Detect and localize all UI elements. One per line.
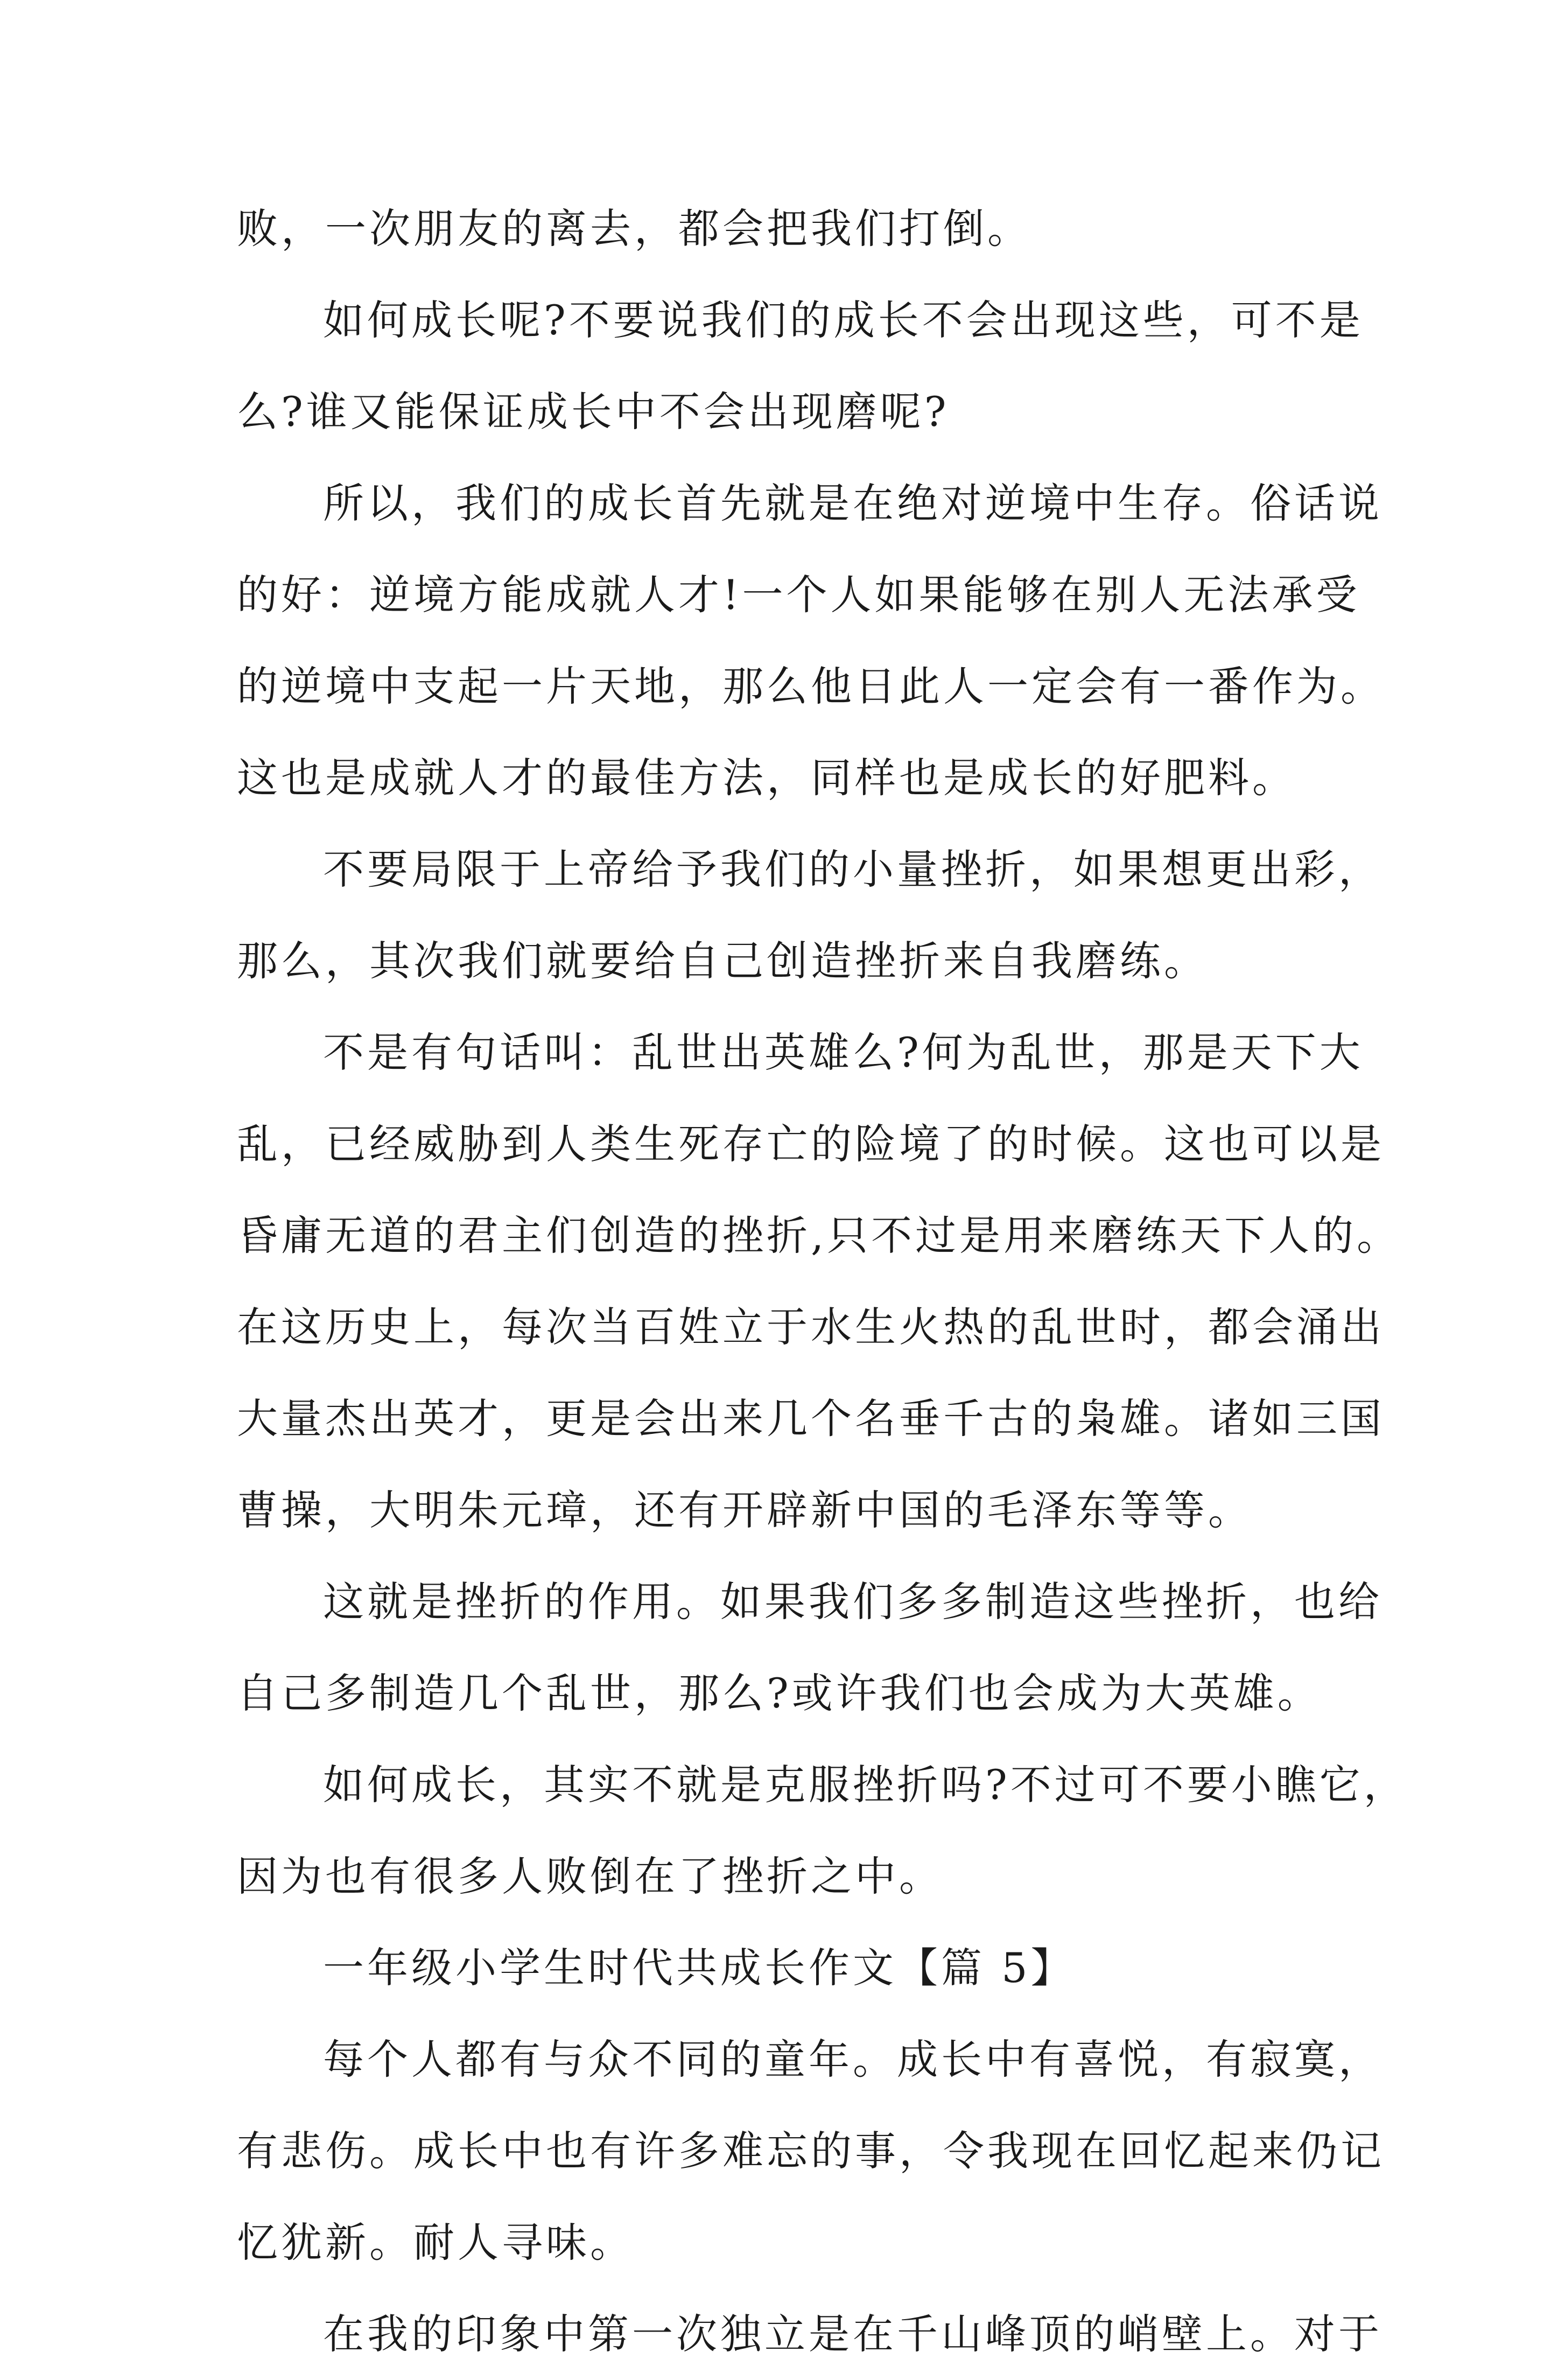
text-line: 不要局限于上帝给予我们的小量挫折，如果想更出彩， bbox=[323, 845, 1382, 893]
text-line: 昏庸无道的君主们创造的挫折,只不过是用来磨练天下人的。 bbox=[237, 1212, 1401, 1259]
text-line: 这就是挫折的作用。如果我们多多制造这些挫折，也给 bbox=[323, 1578, 1382, 1626]
text-line: 忆犹新。耐人寻味。 bbox=[237, 2218, 634, 2266]
text-line: 败，一次朋友的离去，都会把我们打倒。 bbox=[237, 205, 1031, 253]
text-line: 有悲伤。成长中也有许多难忘的事，令我现在回忆起来仍记 bbox=[237, 2127, 1385, 2175]
text-line: 那么，其次我们就要给自己创造挫折来自我磨练。 bbox=[237, 937, 1208, 985]
text-line: 如何成长，其实不就是克服挫折吗?不过可不要小瞧它， bbox=[323, 1761, 1408, 1809]
text-line: 因为也有很多人败倒在了挫折之中。 bbox=[237, 1852, 943, 1900]
text-line: 每个人都有与众不同的童年。成长中有喜悦，有寂寞， bbox=[323, 2035, 1382, 2083]
text-line: 的好：逆境方能成就人才!一个人如果能够在别人无法承受 bbox=[237, 571, 1360, 619]
text-line: 曹操，大明朱元璋，还有开辟新中国的毛泽东等等。 bbox=[237, 1486, 1252, 1534]
text-line: 在我的印象中第一次独立是在千山峰顶的峭壁上。对于 bbox=[323, 2310, 1382, 2358]
text-line: 一年级小学生时代共成长作文【篇 5】 bbox=[323, 1944, 1075, 1992]
text-line: 大量杰出英才，更是会出来几个名垂千古的枭雄。诸如三国 bbox=[237, 1395, 1385, 1443]
text-line: 的逆境中支起一片天地，那么他日此人一定会有一番作为。 bbox=[237, 662, 1385, 710]
text-line: 不是有句话叫：乱世出英雄么?何为乱世，那是天下大 bbox=[323, 1028, 1364, 1076]
text-line: 自己多制造几个乱世，那么?或许我们也会成为大英雄。 bbox=[237, 1669, 1322, 1717]
text-line: 这也是成就人才的最佳方法，同样也是成长的好肥料。 bbox=[237, 754, 1296, 802]
text-line: 如何成长呢?不要说我们的成长不会出现这些，可不是 bbox=[323, 296, 1364, 344]
text-line: 在这历史上，每次当百姓立于水生火热的乱世时，都会涌出 bbox=[237, 1303, 1385, 1351]
text-line: 所以，我们的成长首先就是在绝对逆境中生存。俗话说 bbox=[323, 479, 1382, 527]
document-body bbox=[237, 183, 1408, 2380]
text-line: 么?谁又能保证成长中不会出现磨呢? bbox=[237, 388, 950, 436]
text-line: 乱，已经威胁到人类生死存亡的险境了的时候。这也可以是 bbox=[237, 1120, 1385, 1168]
